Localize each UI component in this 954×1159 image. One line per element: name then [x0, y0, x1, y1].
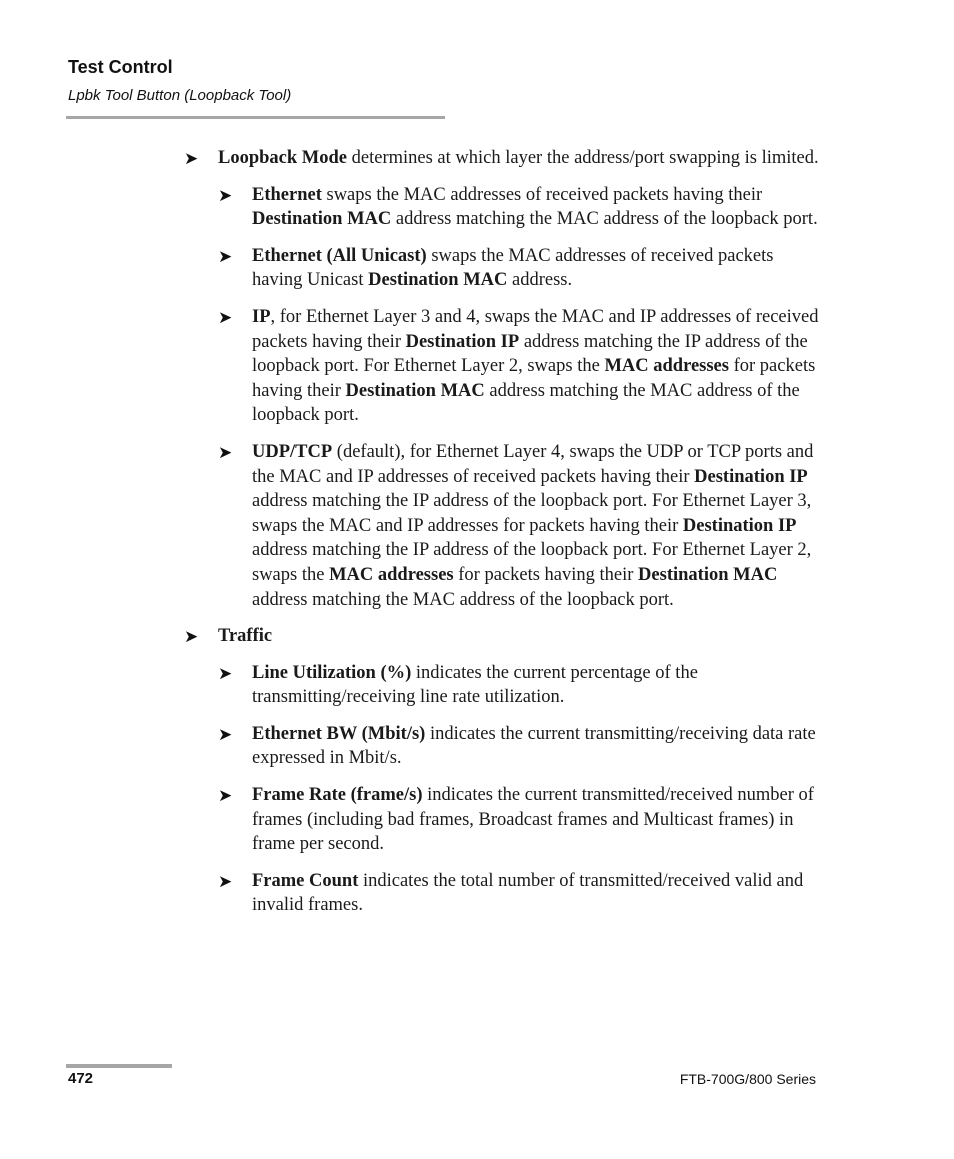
- list-item-text: [218, 624, 824, 649]
- bold-term: Destination MAC: [638, 564, 778, 585]
- arrow-bullet-icon: ➤: [218, 442, 233, 463]
- sub-list-item: [218, 305, 824, 428]
- bold-term: Frame Count: [252, 870, 359, 891]
- list-item-text: [218, 146, 824, 171]
- list-item: [184, 146, 824, 171]
- text-run: indicates the current transmitting/receiving data rate expressed in Mbit/s.: [252, 723, 816, 769]
- sub-list-item: [218, 722, 824, 771]
- bold-term: Line Utilization (%): [252, 662, 412, 683]
- bold-term: MAC addresses: [329, 564, 454, 585]
- arrow-bullet-icon: ➤: [218, 246, 233, 267]
- text-run: address matching the MAC address of the loopback port.: [252, 589, 674, 610]
- list-item-text: [252, 244, 824, 293]
- bold-term: Destination IP: [405, 331, 520, 352]
- list-item-text: [252, 783, 824, 857]
- sub-list-item: [218, 244, 824, 293]
- arrow-bullet-icon: ➤: [218, 185, 233, 206]
- sub-list-item: [218, 661, 824, 710]
- text-run: address matching the IP address of the loopback port. For Ethernet Layer 2, swaps the: [252, 331, 808, 377]
- arrow-bullet-icon: ➤: [184, 627, 199, 648]
- bold-term: Traffic: [218, 626, 273, 647]
- sub-list-item: [218, 440, 824, 612]
- text-run: indicates the current percentage of the transmitting/receiving line rate utilization.: [252, 662, 698, 708]
- text-run: for packets having their: [453, 564, 639, 585]
- bold-term: Destination MAC: [368, 270, 508, 291]
- bold-term: Frame Rate (frame/s): [252, 785, 423, 806]
- bold-term: IP: [252, 306, 271, 327]
- arrow-bullet-icon: ➤: [218, 307, 233, 328]
- bold-term: Destination IP: [694, 466, 808, 487]
- arrow-bullet-icon: ➤: [218, 871, 233, 892]
- bold-term: Destination MAC: [345, 380, 485, 401]
- text-run: determines at which layer the address/port swapping is limited.: [347, 148, 819, 168]
- list-item-text: [252, 869, 824, 918]
- bold-term: Ethernet (All Unicast): [252, 245, 427, 266]
- text-run: swaps the MAC addresses of received packets having Unicast: [252, 245, 774, 291]
- text-run: indicates the current transmitted/received number of frames (including bad frames, Broadcast frames and Multicast frames) in frame per second.: [252, 785, 814, 855]
- text-run: address.: [507, 270, 573, 291]
- text-run: swaps the MAC addresses of received packets having their: [321, 184, 763, 205]
- text-run: address matching the IP address of the loopback port. For Ethernet Layer 3, swaps the MAC and IP addresses for packets having their: [252, 491, 812, 536]
- list-item-text: [252, 661, 824, 710]
- text-run: address matching the IP address of the loopback port. For Ethernet Layer 2, swaps the: [252, 540, 812, 585]
- text-run: , for Ethernet Layer 3 and 4, swaps the MAC and IP addresses of received packets having their: [252, 306, 819, 352]
- text-run: indicates the total number of transmitted/received valid and invalid frames.: [252, 870, 804, 916]
- footer-divider: [66, 1064, 172, 1068]
- text-run: (default), for Ethernet Layer 4, swaps the UDP or TCP ports and the MAC and IP addresses of received packets having their: [252, 441, 814, 487]
- bold-term: Ethernet: [252, 184, 322, 205]
- list-item-text: [252, 305, 824, 428]
- sub-list-item: [218, 783, 824, 857]
- page-number: 472: [68, 1070, 94, 1087]
- sub-list-item: [218, 183, 824, 232]
- section-title: Test Control: [68, 57, 173, 77]
- bold-term: UDP/TCP: [252, 441, 333, 462]
- list-item-text: [252, 183, 824, 232]
- list-item: [184, 624, 824, 649]
- bold-term: MAC addresses: [604, 356, 729, 377]
- product-series: FTB-700G/800 Series: [679, 1071, 816, 1087]
- list-item-text: [252, 440, 824, 612]
- bold-term: Ethernet BW (Mbit/s): [252, 723, 426, 744]
- arrow-bullet-icon: ➤: [218, 724, 233, 745]
- list-item-text: [252, 722, 824, 771]
- text-run: address matching the MAC address of the loopback port.: [391, 209, 818, 230]
- bold-term: Destination IP: [682, 515, 797, 536]
- header-divider: [66, 116, 445, 119]
- bold-term: Destination MAC: [252, 209, 392, 230]
- text-run: address matching the MAC address of the loopback port.: [252, 380, 800, 426]
- arrow-bullet-icon: ➤: [218, 786, 233, 807]
- text-run: for packets having their: [252, 356, 816, 401]
- arrow-bullet-icon: ➤: [184, 149, 199, 169]
- sub-list-item: [218, 869, 824, 918]
- section-subtitle: Lpbk Tool Button (Loopback Tool): [68, 87, 292, 104]
- bold-term: Loopback Mode: [218, 148, 348, 168]
- arrow-bullet-icon: ➤: [218, 663, 233, 684]
- bullet-list: [184, 146, 824, 930]
